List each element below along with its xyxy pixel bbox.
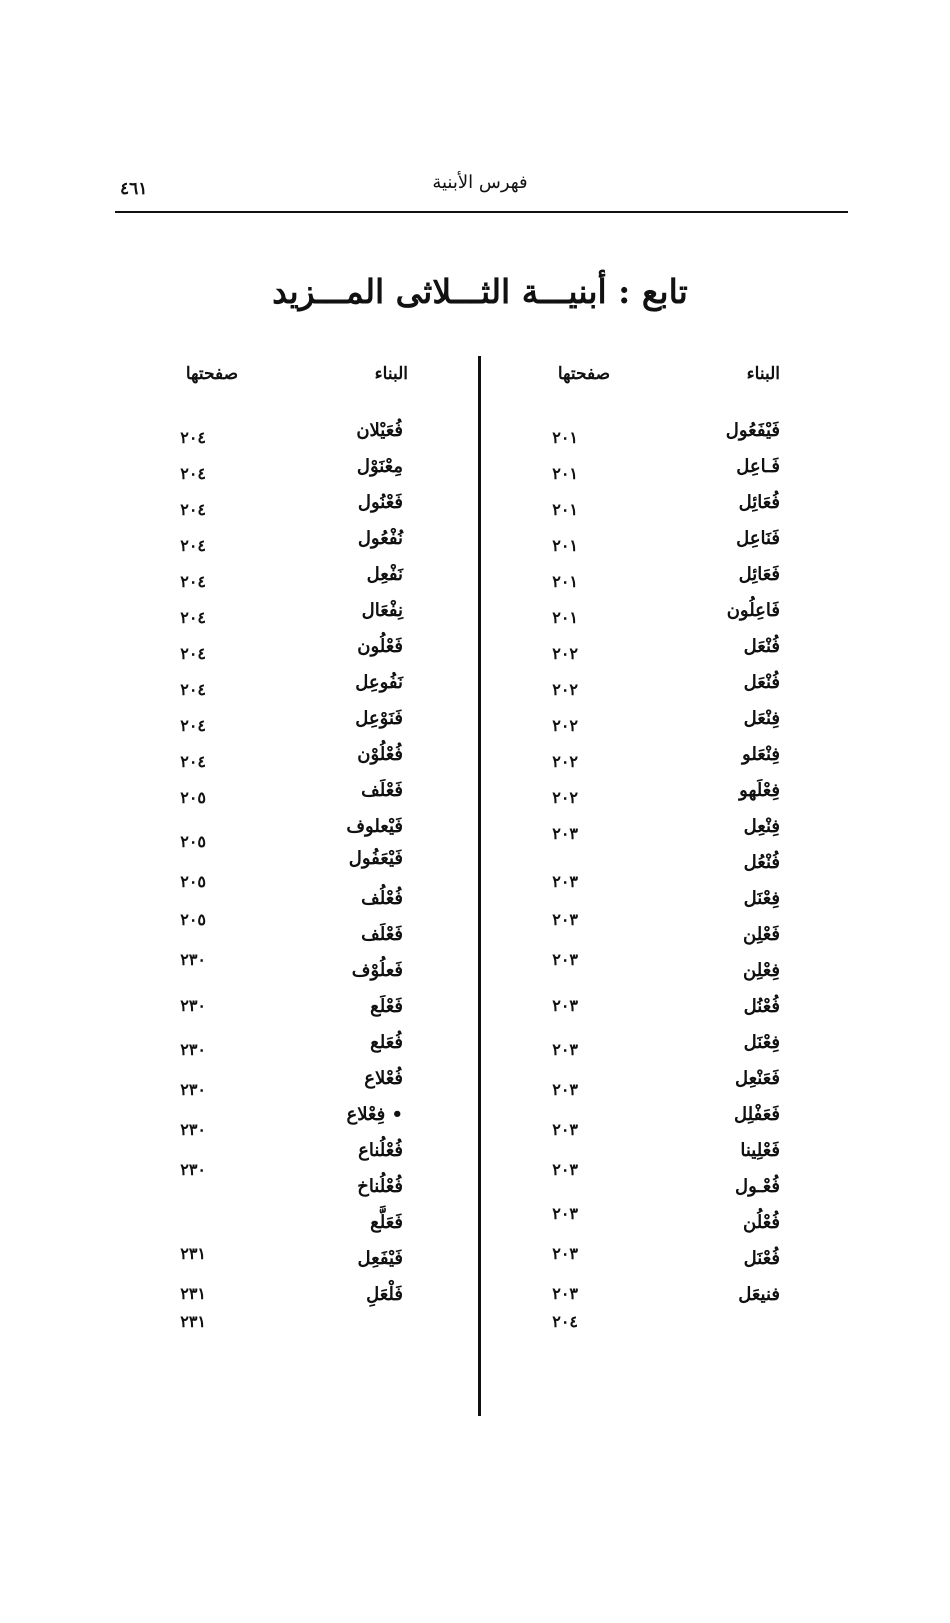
entry-pattern: فِعْلِن bbox=[743, 960, 780, 981]
entry-page: ٢٠٤ bbox=[180, 536, 206, 555]
entry-pattern: فُعْـول bbox=[735, 1176, 780, 1197]
entry-pattern: فُعْلاع bbox=[364, 1068, 403, 1089]
entry-page: ٢٣٠ bbox=[180, 950, 206, 969]
entry-pattern: فَعْلِن bbox=[743, 924, 780, 945]
header-rule bbox=[115, 211, 848, 213]
entry-page: ٢٠٢ bbox=[552, 716, 578, 735]
entry-pattern: فُعْلُن bbox=[743, 1212, 780, 1233]
entry-page: ٢٠١ bbox=[552, 536, 578, 555]
entry-page: ٢٠٤ bbox=[180, 752, 206, 771]
entry-page: ٢٠٣ bbox=[552, 1244, 578, 1263]
entry-pattern: فَعْلَف bbox=[361, 780, 403, 801]
entry-page: ٢٠٣ bbox=[552, 824, 578, 843]
entry-page: ٢٣٠ bbox=[180, 996, 206, 1015]
entry-pattern: فَعَنْعِل bbox=[734, 1068, 780, 1089]
entry-page: ٢٠٢ bbox=[552, 752, 578, 771]
entry-pattern: فِنْعَل bbox=[743, 708, 780, 729]
entry-pattern: فَعَلَّع bbox=[370, 1212, 403, 1233]
entry-page: ٢٣٠ bbox=[180, 1040, 206, 1059]
entry-pattern: نَفْعِل bbox=[366, 564, 403, 585]
left-page-heading: صفحتها bbox=[185, 364, 238, 384]
entry-pattern: نَفُوعِل bbox=[355, 672, 403, 693]
entry-page: ٢٠٣ bbox=[552, 1204, 578, 1223]
entry-page: ٢٠٣ bbox=[552, 1284, 578, 1303]
entry-page: ٢٠٤ bbox=[552, 1312, 578, 1331]
entry-pattern: فُنْعَل bbox=[743, 636, 780, 657]
entry-page: ٢٠٣ bbox=[552, 1120, 578, 1139]
entry-pattern: فُعْلُف bbox=[361, 888, 403, 909]
section-title: تابع : أبنيـــة الثـــلاثى المـــزيد bbox=[272, 272, 688, 311]
entry-pattern: فَعَفْلِل bbox=[734, 1104, 780, 1125]
entry-pattern: فَيْعلوف bbox=[346, 816, 403, 837]
entry-pattern: فَعْنُول bbox=[357, 492, 403, 513]
entry-page: ٢٠٤ bbox=[180, 428, 206, 447]
entry-page: ٢٠٥ bbox=[180, 788, 206, 807]
entry-page: ٢٠٣ bbox=[552, 872, 578, 891]
entry-pattern: فَاعِلُون bbox=[726, 600, 780, 621]
entry-page: ٢٠٣ bbox=[552, 910, 578, 929]
entry-page: ٢٠٣ bbox=[552, 1080, 578, 1099]
entry-pattern: فَنَاعِل bbox=[736, 528, 780, 549]
entry-pattern: فَعلُوْف bbox=[351, 960, 403, 981]
entry-pattern: فُنْعُل bbox=[743, 852, 780, 873]
entry-pattern: فَعَائِل bbox=[738, 564, 780, 585]
entry-pattern: فُعَلع bbox=[370, 1032, 403, 1053]
entry-pattern: فُعَيْلان bbox=[356, 420, 403, 441]
entry-page: ٢٠٥ bbox=[180, 910, 206, 929]
entry-pattern: فُعْلُناع bbox=[358, 1140, 403, 1161]
entry-page: ٢٠٤ bbox=[180, 644, 206, 663]
entry-pattern: فَـاعِل bbox=[736, 456, 780, 477]
entry-page: ٢٠٣ bbox=[552, 1040, 578, 1059]
entry-pattern: فُعْلُوْن bbox=[357, 744, 403, 765]
page-number: ٤٦١ bbox=[120, 179, 148, 199]
entry-page: ٢٠٥ bbox=[180, 832, 206, 851]
entry-pattern: فَيْفَعِل bbox=[357, 1248, 403, 1269]
entry-pattern: فُعْنُل bbox=[743, 996, 780, 1017]
entry-pattern: فَعْلَع bbox=[370, 996, 403, 1017]
entry-pattern: فِعْنَل bbox=[743, 1032, 780, 1053]
entry-page: ٢٠١ bbox=[552, 428, 578, 447]
entry-pattern: فُنْعَل bbox=[743, 672, 780, 693]
entry-pattern: فِنْعَلو bbox=[742, 744, 780, 765]
entry-pattern: فِعْلَهو bbox=[739, 780, 780, 801]
entry-page: ٢٠١ bbox=[552, 500, 578, 519]
entry-pattern: نُفْعُول bbox=[357, 528, 403, 549]
left-pattern-heading: البناء bbox=[374, 364, 408, 384]
entry-pattern: فَعْلَف bbox=[361, 924, 403, 945]
entry-pattern: • فِعْلاع bbox=[346, 1104, 403, 1125]
entry-pattern: فِنْعِل bbox=[743, 816, 780, 837]
entry-page: ٢٠٤ bbox=[180, 572, 206, 591]
entry-page: ٢٠٣ bbox=[552, 1160, 578, 1179]
entry-page: ٢٠٢ bbox=[552, 788, 578, 807]
entry-page: ٢٣١ bbox=[180, 1244, 206, 1263]
entry-pattern: مِعْنَوْل bbox=[356, 456, 403, 477]
entry-page: ٢٠٢ bbox=[552, 680, 578, 699]
header-title: فهرس الأبنية bbox=[432, 172, 528, 193]
entry-page: ٢٠٤ bbox=[180, 716, 206, 735]
entry-page: ٢٠١ bbox=[552, 608, 578, 627]
right-page-heading: صفحتها bbox=[557, 364, 610, 384]
entry-pattern: فنيعَل bbox=[738, 1284, 780, 1305]
entry-pattern: فَنَوْعِل bbox=[355, 708, 403, 729]
entry-pattern: فُعَائِل bbox=[738, 492, 780, 513]
entry-page: ٢٠٢ bbox=[552, 644, 578, 663]
right-pattern-heading: البناء bbox=[746, 364, 780, 384]
entry-pattern: فِعْنَل bbox=[743, 888, 780, 909]
entry-page: ٢٠٤ bbox=[180, 500, 206, 519]
entry-page: ٢٣١ bbox=[180, 1312, 206, 1331]
entry-pattern: فَيْفَعُول bbox=[725, 420, 780, 441]
entry-page: ٢٠٣ bbox=[552, 950, 578, 969]
entry-pattern: فَعْلُون bbox=[357, 636, 403, 657]
column-divider bbox=[478, 356, 481, 1416]
entry-page: ٢٠١ bbox=[552, 464, 578, 483]
entry-page: ٢٣٠ bbox=[180, 1080, 206, 1099]
entry-pattern: فَيْعَفُول bbox=[348, 848, 403, 869]
entry-page: ٢٠١ bbox=[552, 572, 578, 591]
entry-page: ٢٠٤ bbox=[180, 464, 206, 483]
entry-page: ٢٣٠ bbox=[180, 1120, 206, 1139]
entry-pattern: فَعْلِينا bbox=[740, 1140, 780, 1161]
entry-pattern: فُعْلُناخ bbox=[357, 1176, 403, 1197]
entry-page: ٢٣٠ bbox=[180, 1160, 206, 1179]
entry-pattern: نِفْعَال bbox=[361, 600, 403, 621]
entry-page: ٢٠٣ bbox=[552, 996, 578, 1015]
entry-page: ٢٠٤ bbox=[180, 608, 206, 627]
entry-pattern: فَلْعَلِ bbox=[366, 1284, 403, 1305]
entry-page: ٢٠٤ bbox=[180, 680, 206, 699]
entry-pattern: فُعْنَل bbox=[743, 1248, 780, 1269]
entry-page: ٢٣١ bbox=[180, 1284, 206, 1303]
entry-page: ٢٠٥ bbox=[180, 872, 206, 891]
